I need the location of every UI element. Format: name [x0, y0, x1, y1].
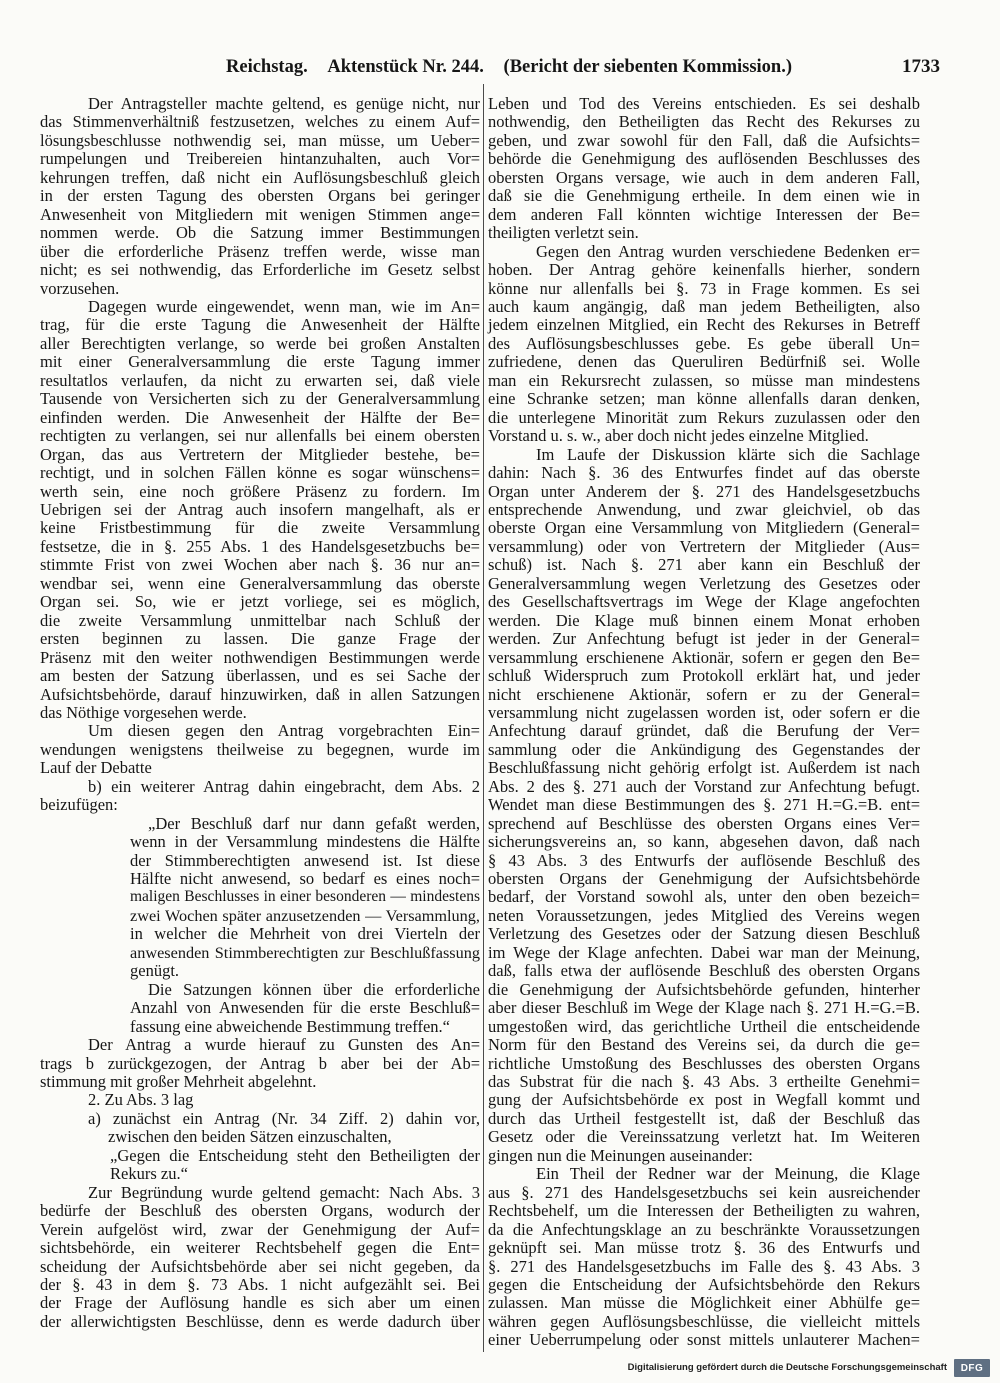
text-line: Gesetz oder die Vereinssatzung verletzt hat. Im Weiteren	[488, 1127, 920, 1147]
text-line: das Nöthige vorgesehen werde.	[40, 702, 247, 722]
text-line: gegen die Entscheidung der Aufsichtsbehörde den Rekurs	[488, 1275, 920, 1294]
text-line: des Auflösungsbeschlusses gebe. Es gebe überall Un=	[488, 333, 920, 353]
dfg-logo	[954, 1359, 990, 1377]
text-line: kehrungen treffen, daß nicht ein Auflösungsbeschluß gleich	[40, 167, 480, 187]
text-line: a) zunächst ein Antrag (Nr. 34 Ziff. 2) dahin vor,	[88, 1108, 480, 1128]
text-line: sprechend auf Beschlüsse des obersten Organs eines Ver=	[488, 813, 920, 833]
text-line: aus §. 271 des Handelsgesetzbuchs sei kein ausreichender	[488, 1182, 920, 1202]
text-line: behörde die Genehmigung des auflösenden Beschlusses des	[488, 149, 920, 169]
text-line: stimmte Frist von zwei Wochen aber nach §. 36 nur an=	[40, 555, 480, 575]
text-line: das Substrat für die nach §. 43 Abs. 3 ertheilte Genehmi=	[488, 1072, 920, 1092]
text-line: über die erforderliche Präsenz treffen werde, wisse man	[40, 241, 480, 261]
text-line: beizufügen:	[40, 795, 118, 815]
text-line: Organ, das aus Vertretern der Mitglieder bestehe, be=	[40, 444, 480, 464]
text-line: hoben. Der Antrag gehöre keinenfalls hierher, sondern	[488, 260, 920, 280]
text-line: daß, falls etwa der auflösende Beschluß des obersten Organs	[488, 961, 920, 981]
text-line: Zur Begründung wurde geltend gemacht: Nach Abs. 3	[88, 1182, 480, 1202]
text-line: aber dieser Beschluß im Wege der Klage nach §. 271 H.=G.=B.	[488, 998, 920, 1018]
text-line: durch das Urtheil festgestellt ist, daß der Beschluß das	[488, 1108, 920, 1128]
text-line: eine Schranke setzen; man könne allenfalls daran denken,	[488, 389, 920, 409]
text-line: geben, und zwar sowohl für den Fall, daß die Aufsichts=	[488, 130, 920, 150]
text-line: der allerwichtigsten Beschlüsse, denn es werde dadurch über	[40, 1311, 480, 1331]
text-line: werden. Die Klage muß binnen einem Monat erhoben	[488, 610, 920, 630]
text-line: nommen werde. Ob die Satzung immer Bestimmungen	[40, 223, 480, 243]
text-line: rumpelungen und Treibereien hintanzuhalten, auch Vor=	[40, 149, 480, 169]
text-line: Der Antragsteller machte geltend, es genüge nicht, nur	[88, 94, 480, 113]
text-line: nicht; es sei nothwendig, das Erforderliche im Gesetz selbst	[40, 260, 480, 280]
text-line: geknüpft sei. Man müsse trotz §. 36 des Entwurfs und	[488, 1238, 920, 1258]
text-line: rechtigt, und in solchen Fällen könne es sogar wünschens=	[40, 463, 480, 483]
text-line: Leben und Tod des Vereins entschieden. Es sei deshalb	[488, 94, 920, 113]
text-line: resultatlos verlaufen, da nicht zu erwarten sei, daß viele	[40, 370, 480, 390]
text-line: auch kaum angängig, daß man jedem Betheiligten, also	[488, 296, 920, 316]
text-line: zwischen den beiden Sätzen einzuschalten,	[108, 1127, 392, 1147]
text-line: Wendet man diese Bestimmungen des §. 271 H.=G.=B. ent=	[488, 795, 920, 815]
text-line: sicherungsvereins an, so kann, abgesehen davon, daß nach	[488, 832, 920, 852]
text-line: wendbar sei, wenn eine Generalversammlung das oberste	[40, 573, 480, 593]
text-line: Hälfte nicht anwesend, so bedarf es eines noch=	[130, 869, 480, 889]
right-text-column	[488, 95, 920, 1350]
text-line: am besten der Satzung überlassen, und es sei Sache der	[40, 666, 480, 686]
text-line: Gegen den Antrag wurden verschiedene Bedenken er=	[536, 241, 920, 261]
text-line: Anwesenheit von Mitgliedern mit wenigen Stimmen ange=	[40, 204, 480, 224]
text-line: b) ein weiterer Antrag dahin eingebracht, dem Abs. 2	[88, 776, 480, 796]
text-line: aller Berechtigten verlange, so werde bei großen Anstalten	[40, 333, 480, 353]
text-line: schuß) ist. Nach §. 271 aber kann ein Beschluß der	[488, 555, 920, 575]
text-line: in welcher die Mehrheit von drei Vierteln der	[130, 924, 480, 944]
text-line: fassung eine abweichende Bestimmung treffen.“	[130, 1016, 450, 1036]
text-line: Anfechtung darauf gründet, daß die Berufung der Ver=	[488, 721, 920, 741]
text-line: „Der Beschluß darf nur dann gefaßt werden,	[148, 813, 480, 833]
text-line: in der ersten Tagung des obersten Organs bei geringer	[40, 186, 480, 206]
text-line: Beschlußfassung nicht gehörig erfolgt ist. Außerdem ist nach	[488, 758, 920, 778]
text-line: vorzusehen.	[40, 278, 120, 298]
text-line: versammlung) oder von Vertretern der Mitglieder (Aus=	[488, 536, 920, 556]
text-line: Um diesen gegen den Antrag vorgebrachten Ein=	[88, 721, 480, 741]
text-line: Norm für den Bestand des Vereins sei, da durch die ge=	[488, 1035, 920, 1055]
text-line: die zweite Versammlung unmittelbar nach Schluß der	[40, 610, 480, 630]
text-line: einfinden werden. Die Anwesenheit der Hälfte der Be=	[40, 407, 480, 427]
text-line: § 43 Abs. 3 des Entwurfs der auflösende Beschluß des	[488, 850, 920, 870]
text-line: da die Anfechtungsklage an zu beschränkte Voraussetzungen	[488, 1219, 920, 1239]
text-line: maligen Beschlusses in einer besonderen — mindestens	[130, 888, 480, 906]
running-header	[226, 55, 792, 79]
text-line: „Gegen die Entscheidung steht den Betheiligten der	[110, 1145, 480, 1165]
text-line: zwei Wochen später anzusetzenden — Versammlung,	[130, 906, 480, 925]
text-line: Rekurs zu.“	[110, 1164, 188, 1184]
text-line: dahin: Nach §. 36 des Entwurfes findet auf das oberste	[488, 463, 920, 483]
text-line: oberste Organ eine Versammlung von Mitgliedern (General=	[488, 518, 920, 538]
text-line: gung der Aufsichtsbehörde ex post in Wegfall kommt und	[488, 1090, 920, 1110]
text-line: der §. 43 in dem §. 73 Abs. 1 nicht aufgezählt sei. Bei	[40, 1275, 480, 1294]
dfg-logo-text: DFG	[960, 1362, 984, 1374]
header-document-number: Aktenstück Nr. 244.	[327, 57, 484, 77]
text-line: wendungen wenigstens theilweise zu begegnen, wurde im	[40, 739, 480, 759]
text-line: daß sie die Genehmigung ertheile. In dem einen wie in	[488, 186, 920, 206]
text-line: Der Antrag a wurde hierauf zu Gunsten des An=	[88, 1035, 480, 1055]
text-line: neten Voraussetzungen, jedes Mitglied des Vereins wegen	[488, 905, 920, 925]
text-line: könne nur allenfalls bei §. 73 in Frage kommen. Es sei	[488, 278, 920, 298]
text-line: genügt.	[130, 961, 180, 981]
text-line: im Wege der Klage anfechten. Dabei war man der Meinung,	[488, 942, 920, 962]
text-line: bedürfe der Beschluß des obersten Organs, wodurch der	[40, 1201, 480, 1221]
text-line: scheidung der Aufsichtsbehörde aber sei nicht gegeben, da	[40, 1256, 480, 1276]
text-line: 2. Zu Abs. 3 lag	[88, 1090, 194, 1110]
text-line: Tausende von Versicherten sich zu der Generalversammlung	[40, 389, 480, 409]
text-line: obersten Organs versage, wie auch in dem anderen Fall,	[488, 167, 920, 187]
text-line: gingen nun die Meinungen auseinander:	[488, 1145, 753, 1165]
text-line: Organ unter Anderem der §. 271 des Handelsgesetzbuchs	[488, 481, 920, 501]
text-line: bedarf, der Vorstand sowohl als, unter den oben bezeich=	[488, 887, 920, 907]
left-text-column	[40, 95, 480, 1331]
text-line: man ein Rekursrecht zulassen, so müsse man mindestens	[488, 370, 920, 390]
text-line: Lauf der Debatte	[40, 758, 152, 778]
text-line: werth sein, eine noch größere Präsenz zu fordern. Im	[40, 481, 480, 501]
funding-note: Digitalisierung gefördert durch die Deutsche Forschungsgemeinschaft	[627, 1362, 947, 1373]
text-line: ersten beginnen zu lassen. Die ganze Frage der	[40, 629, 480, 649]
text-line: werden. Zur Anfechtung befugt ist jeder in der General=	[488, 629, 920, 649]
text-line: Aufsichtsbehörde, darauf hinzuwirken, daß in allen Satzungen	[40, 684, 480, 704]
text-line: das Stimmenverhältniß festzusetzen, welches zu einem Auf=	[40, 112, 480, 132]
text-line: theiligten verletzt sein.	[488, 223, 639, 243]
text-line: schluß Widerspruch zum Protokoll erklärt hat, und jeder	[488, 666, 920, 686]
header-section: Reichstag.	[226, 57, 308, 77]
text-line: trag, für die erste Tagung die Anwesenheit der Hälfte	[40, 315, 480, 335]
text-line: festsetze, die in §. 255 Abs. 1 des Handelsgesetzbuchs be=	[40, 536, 480, 556]
text-line: Verletzung des Gesetzes oder der Satzung diesen Beschluß	[488, 924, 920, 944]
text-line: lösungsbeschlusse nothwendig sei, man müsse, um Ueber=	[40, 130, 480, 150]
text-line: keine Fristbestimmung für die zweite Versammlung	[40, 518, 480, 538]
text-line: der Frage der Auflösung handle es sich aber um einen	[40, 1293, 480, 1313]
text-line: die unterlegene Minorität zum Rekurs zuzulassen oder den	[488, 407, 920, 427]
text-line: Generalversammlung wegen Verletzung des Gesetzes oder	[488, 573, 920, 593]
text-line: anwesenden Stimmberechtigten zur Beschlußfassung	[130, 943, 480, 962]
text-line: umgestoßen wird, das gerichtliche Urtheil die entscheidende	[488, 1016, 920, 1036]
text-line: Abs. 2 des §. 271 auch der Vorstand zur Anfechtung befugt.	[488, 776, 920, 796]
text-line: Organ sei. So, wie er jetzt vorliege, sei es möglich,	[40, 592, 480, 612]
text-line: §. 271 des Handelsgesetzbuchs im Falle des §. 43 Abs. 3	[488, 1256, 920, 1276]
text-line: entsprechende Anwendung, und zwar gleichviel, ob das	[488, 499, 920, 519]
text-line: nothwendig, den Betheiligten das Recht des Rekurses zu	[488, 112, 920, 132]
text-line: Uebrigen sei der Antrag auch insofern mangelhaft, als er	[40, 499, 480, 519]
header-subtitle: (Bericht der siebenten Kommission.)	[503, 57, 792, 77]
column-divider	[483, 84, 484, 1352]
text-line: nicht erschienene Aktionär, sofern er zu der General=	[488, 684, 920, 704]
page-number: 1733	[902, 56, 940, 77]
text-line: einer Ueberrumpelung oder sonst mittels unlauterer Machen=	[488, 1330, 920, 1350]
text-line: rechtigten zu verlangen, sei nur allenfalls bei einem obersten	[40, 426, 480, 446]
text-line: stimmung mit großer Mehrheit abgelehnt.	[40, 1072, 317, 1092]
text-line: Ein Theil der Redner war der Meinung, die Klage	[536, 1164, 920, 1184]
text-line: Präsenz mit den weiter nothwendigen Bestimmungen werde	[40, 647, 480, 667]
text-line: sichtsbehörde, ein weiterer Rechtsbehelf gegen die Ent=	[40, 1238, 480, 1258]
text-line: Im Laufe der Diskussion klärte sich die Sachlage	[536, 444, 920, 464]
text-line: dem anderen Fall könnten wichtige Interessen der Be=	[488, 204, 920, 224]
text-line: zulassen. Man müsse die Möglichkeit einer Abhülfe ge=	[488, 1293, 920, 1313]
text-line: Rechtsbehelf, um die Interessen der Betheiligten zu wahren,	[488, 1201, 920, 1221]
text-line: mit einer Generalversammlung die erste Tagung immer	[40, 352, 480, 372]
text-line: Die Satzungen können über die erforderliche	[148, 979, 480, 999]
text-line: Anzahl von Anwesenden für die erste Beschluß=	[130, 998, 480, 1018]
text-line: richtliche Umstoßung des Beschlusses des obersten Organs	[488, 1053, 920, 1073]
text-line: versammlung erschienene Aktionär, sofern er gegen den Be=	[488, 647, 920, 667]
text-line: des Gesellschaftsvertrags im Wege der Klage angefochten	[488, 592, 920, 612]
text-line: sammlung oder die Ankündigung des Gegenstandes der	[488, 739, 920, 759]
text-line: wenn in der Versammlung mindestens die Hälfte	[130, 832, 480, 852]
text-line: jedem einzelnen Mitglied, ein Recht des Rekurses in Betreff	[488, 315, 920, 335]
text-line: währen gegen Auflösungsbeschlüsse, die vielleicht mittels	[488, 1311, 920, 1331]
text-line: Dagegen wurde eingewendet, wenn man, wie im An=	[88, 296, 480, 316]
text-line: trags b zurückgezogen, der Antrag b aber bei der Ab=	[40, 1053, 480, 1073]
text-line: zufriedene, denen das Queruliren Bedürfniß sei. Wolle	[488, 352, 920, 372]
text-line: Verein aufgelöst wird, zwar der Genehmigung der Auf=	[40, 1219, 480, 1239]
text-line: obersten Organs der Genehmigung der Aufsichtsbehörde	[488, 869, 920, 889]
text-line: versammlung nicht zugelassen worden ist, oder sofern er die	[488, 702, 920, 722]
text-line: Vorstand u. s. w., aber doch nicht jedes einzelne Mitglied.	[488, 426, 869, 446]
text-line: die Genehmigung der Aufsichtsbehörde gefunden, hinterher	[488, 979, 920, 999]
text-line: der Stimmberechtigten anwesend ist. Ist diese	[130, 850, 480, 870]
